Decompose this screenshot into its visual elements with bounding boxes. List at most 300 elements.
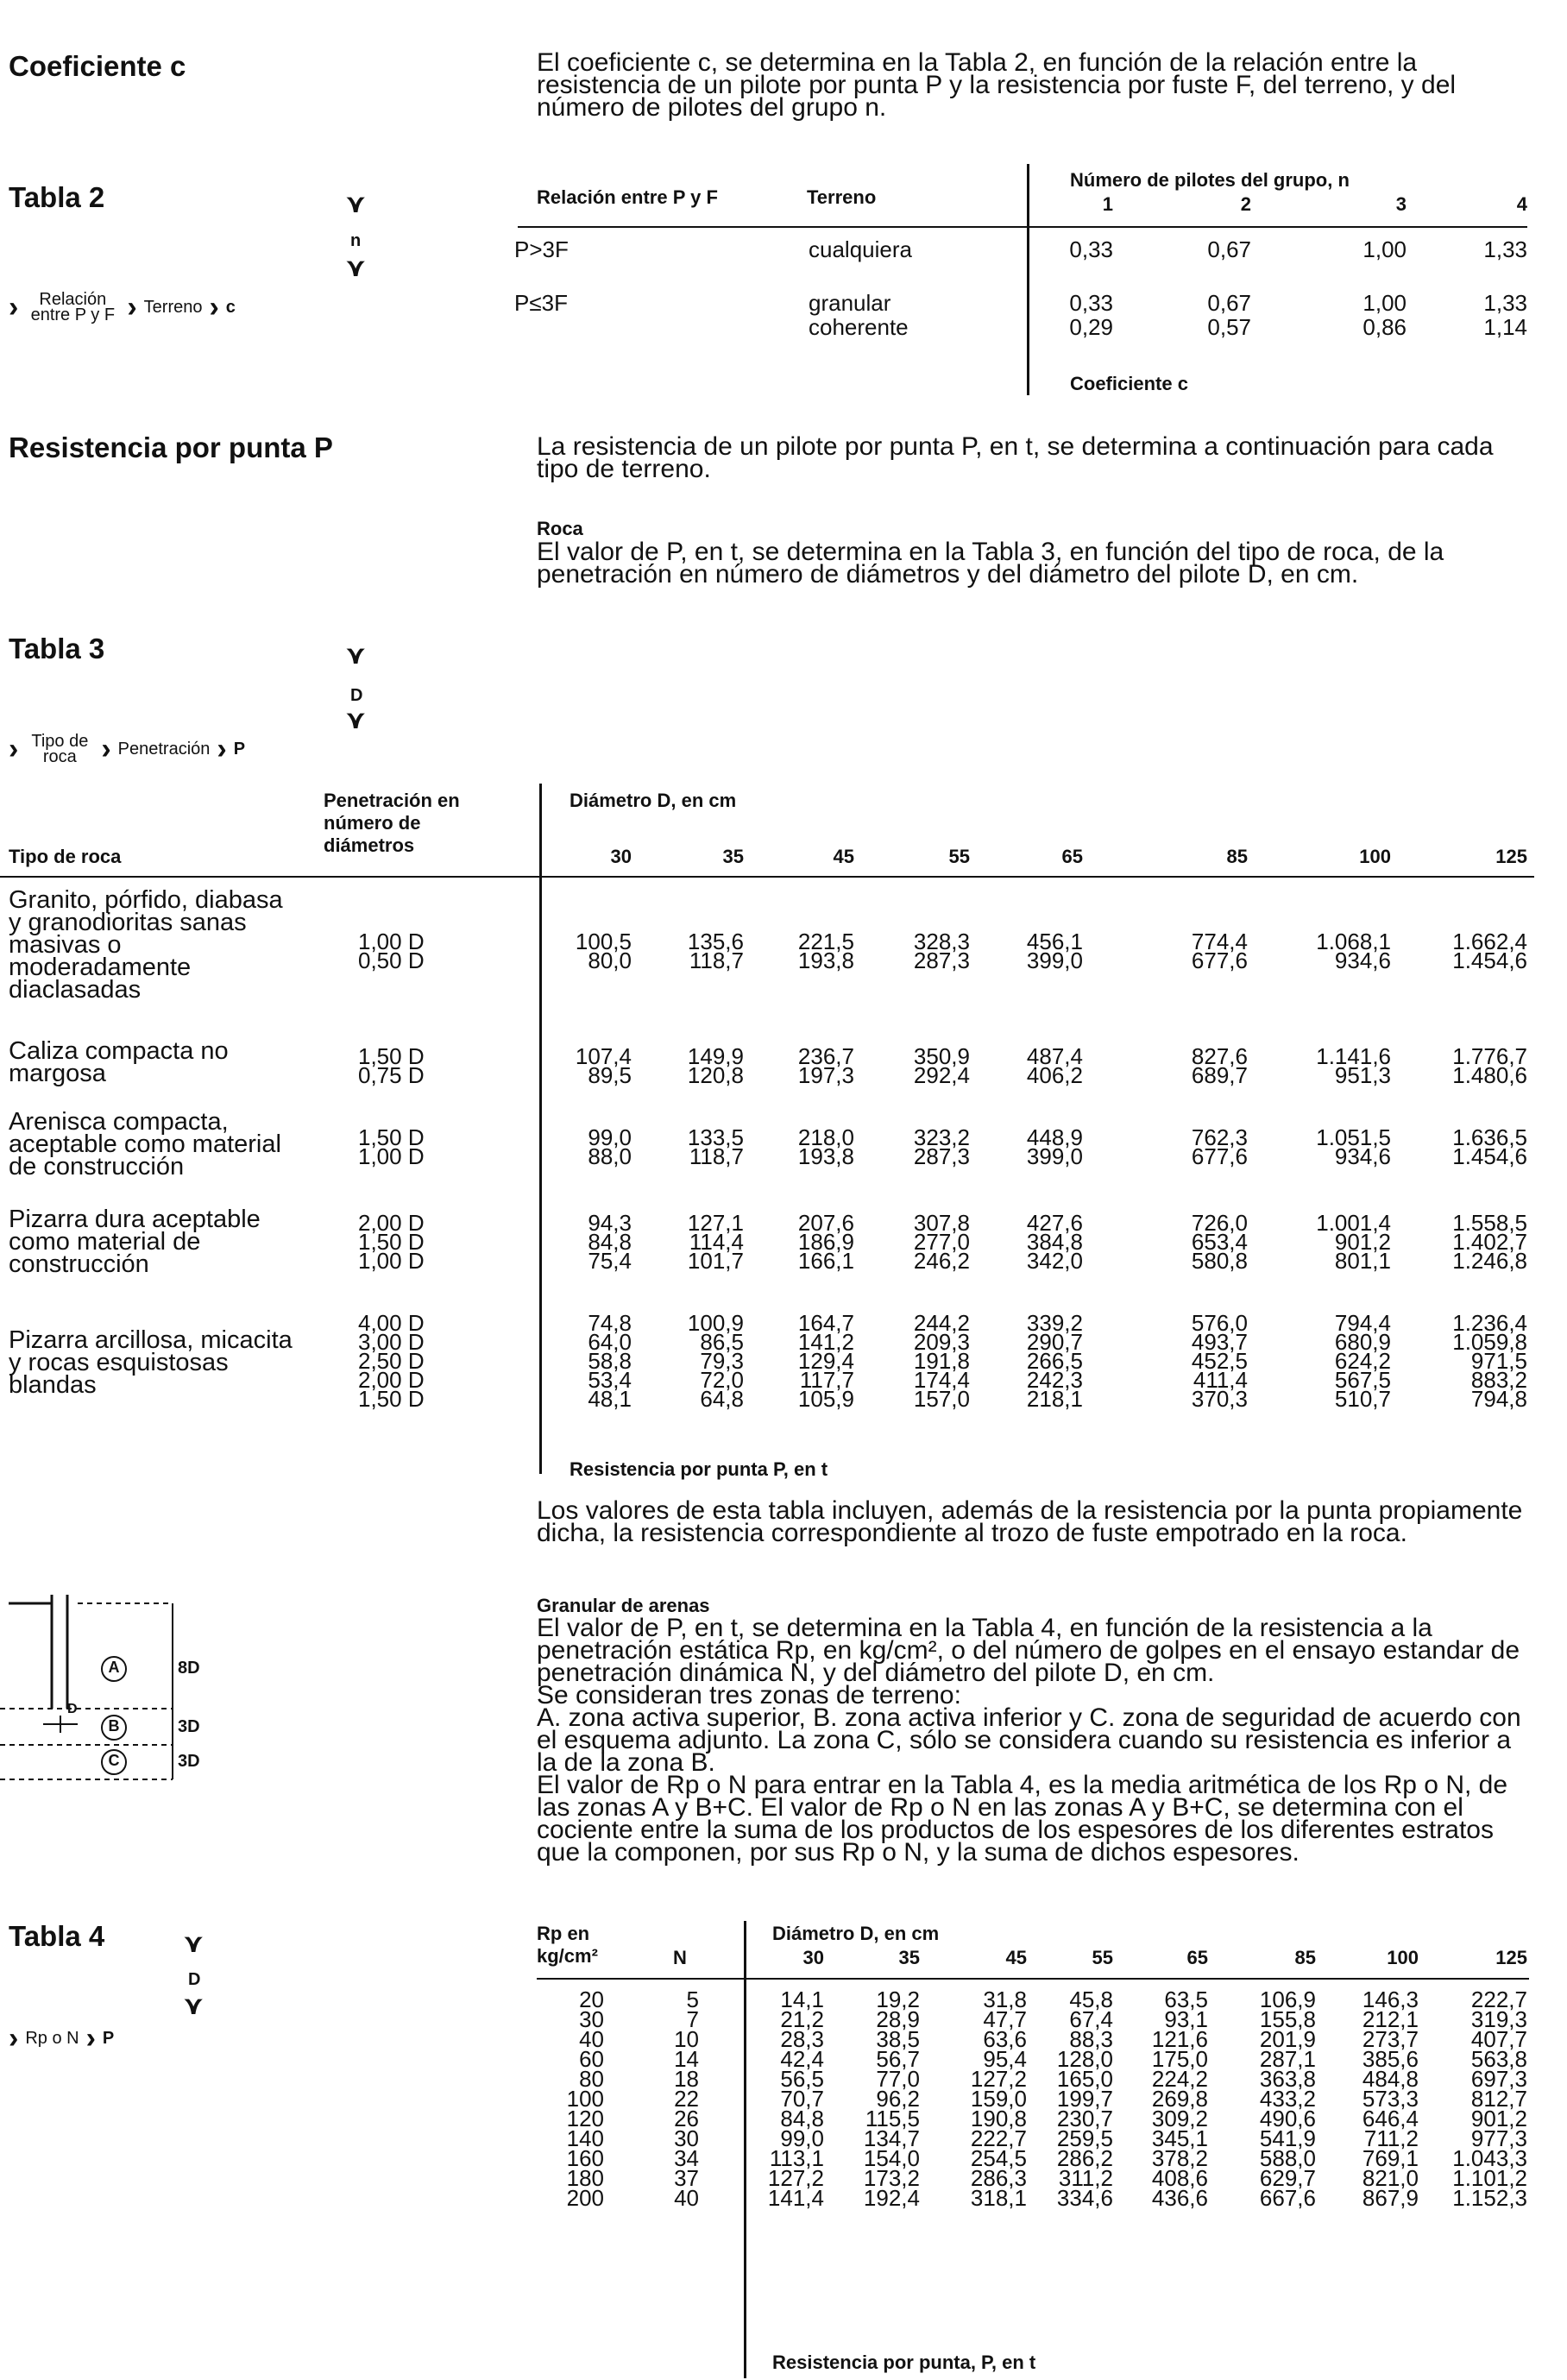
resistance-value-cell: 273,7 (1362, 2026, 1419, 2052)
resistance-value-cell: 762,3 (1191, 1124, 1248, 1150)
n-cell: 5 (686, 1986, 699, 2012)
resistance-value-cell: 290,7 (1026, 1329, 1083, 1355)
tabla4-header-n: N (673, 1947, 687, 1968)
diameter-column-header: 55 (948, 846, 970, 867)
resistance-value-cell: 133,5 (687, 1124, 744, 1150)
penetration-cell: 2,00 D (358, 1210, 425, 1236)
tabla3-caption: Resistencia por punta P, en t (570, 1458, 828, 1480)
coef-value-cell: 0,29 (1069, 314, 1113, 340)
penetration-cell: 1,00 D (358, 929, 425, 954)
resistance-value-cell: 209,3 (913, 1329, 970, 1355)
down-arrow-icon: ⋎ (345, 190, 367, 218)
resistance-value-cell: 56,5 (780, 2066, 824, 2092)
resistance-value-cell: 629,7 (1259, 2165, 1316, 2191)
diameter-column-header: 65 (1061, 846, 1083, 867)
diameter-column-header: 45 (1005, 1947, 1027, 1968)
chevron-right-icon: › (209, 291, 219, 324)
granular-p2: Se consideran tres zonas de terreno: (537, 1681, 961, 1709)
resistance-value-cell: 1.051,5 (1316, 1124, 1391, 1150)
resistance-value-cell: 106,9 (1259, 1986, 1316, 2012)
tabla3-header-diametro: Diámetro D, en cm (570, 790, 737, 811)
resistance-value-cell: 47,7 (983, 2006, 1027, 2032)
resistance-value-cell: 165,0 (1056, 2066, 1113, 2092)
resistance-value-cell: 901,2 (1470, 2106, 1527, 2131)
tabla3-heading: Tabla 3 (9, 633, 105, 664)
rp-cell: 100 (566, 2086, 604, 2112)
resistance-value-cell: 867,9 (1362, 2185, 1419, 2211)
resistance-value-cell: 345,1 (1151, 2125, 1208, 2151)
diagram-d-label: D (67, 1702, 78, 1716)
chevron-right-icon: › (9, 291, 19, 324)
rock-type-cell: Pizarra dura aceptable como material de construcción (9, 1206, 261, 1278)
resistance-value-cell: 224,2 (1151, 2066, 1208, 2092)
resistance-value-cell: 128,0 (1056, 2046, 1113, 2072)
resistance-value-cell: 230,7 (1056, 2106, 1113, 2131)
resistance-value-cell: 141,2 (797, 1329, 854, 1355)
resistance-value-cell: 159,0 (970, 2086, 1027, 2112)
resistance-value-cell: 14,1 (780, 1986, 824, 2012)
penetration-cell: 1,50 D (358, 1043, 425, 1069)
granular-p3: A. zona activa superior, B. zona activa inferior y C. zona de seguridad de acuerdo con el esquema adjunto. La zona C, sólo se considera cuando su resistencia es inferior a la de la zona B. (537, 1703, 1521, 1777)
diameter-column-header: 55 (1092, 1947, 1113, 1968)
granular-title: Granular de arenas (537, 1595, 710, 1616)
resistance-value-cell: 113,1 (769, 2145, 824, 2171)
penetration-cell: 0,75 D (358, 1062, 425, 1088)
resistance-value-cell: 493,7 (1191, 1329, 1248, 1355)
resistance-value-cell: 149,9 (687, 1043, 744, 1069)
resistance-value-cell: 174,4 (913, 1367, 970, 1393)
resistance-value-cell: 127,1 (687, 1210, 744, 1236)
zone-b-depth: 3D (178, 1717, 200, 1736)
tabla4-flow-top: D (188, 1970, 201, 1989)
resistance-value-cell: 697,3 (1470, 2066, 1527, 2092)
resistance-value-cell: 193,8 (797, 948, 854, 973)
resistance-value-cell: 328,3 (913, 929, 970, 954)
tabla4-caption: Resistencia por punta, P, en t (772, 2352, 1036, 2373)
resistance-value-cell: 164,7 (797, 1310, 854, 1336)
diameter-column-header: 35 (722, 846, 744, 867)
resistance-value-cell: 1.480,6 (1452, 1062, 1527, 1088)
n-cell: 30 (674, 2125, 699, 2151)
resistance-value-cell: 433,2 (1259, 2086, 1316, 2112)
rp-cell: 140 (566, 2125, 604, 2151)
resistance-value-cell: 769,1 (1362, 2145, 1419, 2171)
resistance-value-cell: 436,6 (1151, 2185, 1208, 2211)
resistance-value-cell: 197,3 (797, 1062, 854, 1088)
resistance-value-cell: 120,8 (687, 1062, 744, 1088)
terreno-cell: granular (809, 290, 891, 316)
n-cell: 26 (674, 2106, 699, 2131)
resistance-value-cell: 378,2 (1151, 2145, 1208, 2171)
tabla3-header-penetracion: Penetración en número de diámetros (324, 790, 460, 856)
rock-type-cell: Granito, pórfido, diabasa y granodioritas sanas masivas o moderadamente diaclasadas (9, 886, 283, 1004)
resistance-value-cell: 1.068,1 (1316, 929, 1391, 954)
diameter-column-header: 45 (833, 846, 854, 867)
coef-value-cell: 1,14 (1483, 314, 1527, 340)
tabla3-rule (0, 876, 1534, 878)
resistance-value-cell: 63,5 (1164, 1986, 1208, 2012)
resistance-value-cell: 287,1 (1259, 2046, 1316, 2072)
tabla4-heading: Tabla 4 (9, 1920, 105, 1952)
resistance-value-cell: 105,9 (797, 1386, 854, 1412)
resistance-value-cell: 427,6 (1026, 1210, 1083, 1236)
n-cell: 37 (674, 2165, 699, 2191)
resistance-value-cell: 384,8 (1026, 1229, 1083, 1255)
tabla3-flow (9, 734, 245, 765)
resistance-value-cell: 127,2 (970, 2066, 1027, 2092)
resistance-value-cell: 70,7 (780, 2086, 824, 2112)
resistance-value-cell: 100,5 (575, 929, 632, 954)
resistance-value-cell: 175,0 (1151, 2046, 1208, 2072)
resistance-value-cell: 385,6 (1362, 2046, 1419, 2072)
n-cell: 34 (674, 2145, 699, 2171)
terreno-cell: coherente (809, 314, 909, 340)
resistance-value-cell: 207,6 (797, 1210, 854, 1236)
chevron-right-icon: › (9, 2022, 19, 2055)
resistance-value-cell: 75,4 (588, 1248, 632, 1274)
tabla2-flow-top: n (350, 231, 362, 250)
resistance-value-cell: 56,7 (876, 2046, 920, 2072)
granular-text (537, 1614, 1529, 1867)
resistance-value-cell: 646,4 (1362, 2106, 1419, 2131)
resistance-value-cell: 96,2 (876, 2086, 920, 2112)
chevron-right-icon: › (127, 291, 137, 324)
resistance-value-cell: 246,2 (913, 1248, 970, 1274)
resistance-value-cell: 190,8 (970, 2106, 1027, 2131)
relacion-cell: P>3F (514, 236, 569, 262)
resistance-value-cell: 121,6 (1151, 2026, 1208, 2052)
resistance-value-cell: 576,0 (1191, 1310, 1248, 1336)
resistance-value-cell: 107,4 (575, 1043, 632, 1069)
resistance-value-cell: 186,9 (797, 1229, 854, 1255)
tabla3-note: Los valores de esta tabla incluyen, además de la resistencia por la punta propiamente dicha, la resistencia correspondiente al trozo de fuste empotrado en la roca. (537, 1496, 1523, 1547)
resistance-value-cell: 48,1 (588, 1386, 632, 1412)
resistance-value-cell: 883,2 (1470, 1367, 1527, 1393)
resistance-value-cell: 236,7 (797, 1043, 854, 1069)
resistance-value-cell: 1.402,7 (1452, 1229, 1527, 1255)
zone-a-label: A (108, 1659, 120, 1676)
diameter-column-header: 85 (1294, 1947, 1316, 1968)
zones-diagram (0, 1588, 207, 1786)
section-heading-resistencia: Resistencia por punta P (9, 431, 333, 463)
resistance-value-cell: 95,4 (983, 2046, 1027, 2072)
resistance-value-cell: 406,2 (1026, 1062, 1083, 1088)
zone-a-depth: 8D (178, 1659, 200, 1678)
resistance-value-cell: 411,4 (1193, 1367, 1248, 1393)
flow-penetracion: Penetración (117, 739, 211, 759)
granular-p4: El valor de Rp o N para entrar en la Tabla 4, es la media aritmética de los Rp o N, de las zonas A y B+C. El valor de Rp o N en las zonas A y B+C, se determina con el cociente entre la suma de los productos de los espesores de los diferentes estratos que la componen, por sus Rp o N, y la suma de dichos espesores. (537, 1771, 1508, 1867)
resistance-value-cell: 307,8 (913, 1210, 970, 1236)
rp-cell: 20 (579, 1986, 604, 2012)
resistance-value-cell: 399,0 (1026, 948, 1083, 973)
resistance-value-cell: 977,3 (1470, 2125, 1527, 2151)
resistance-value-cell: 155,8 (1259, 2006, 1316, 2032)
coeficiente-paragraph: El coeficiente c, se determina en la Tabla 2, en función de la relación entre la resistencia de un pilote por punta P y la resistencia por fuste F, del terreno, y del número de pilotes del grupo n. (537, 48, 1457, 122)
resistance-value-cell: 1.662,4 (1452, 929, 1527, 954)
relacion-cell: P≤3F (514, 290, 568, 316)
down-arrow-icon: ⋎ (183, 1930, 205, 1958)
chevron-right-icon: › (217, 733, 227, 765)
section-heading-coeficiente: Coeficiente c (9, 50, 186, 82)
resistance-value-cell: 99,0 (780, 2125, 824, 2151)
resistance-value-cell: 1.246,8 (1452, 1248, 1527, 1274)
resistance-value-cell: 74,8 (588, 1310, 632, 1336)
resistance-value-cell: 588,0 (1259, 2145, 1316, 2171)
resistance-value-cell: 28,3 (780, 2026, 824, 2052)
resistance-value-cell: 456,1 (1026, 929, 1083, 954)
resistance-value-cell: 287,3 (913, 948, 970, 973)
resistance-value-cell: 192,4 (863, 2185, 920, 2211)
resistance-value-cell: 199,7 (1056, 2086, 1113, 2112)
resistance-value-cell: 84,8 (588, 1229, 632, 1255)
tabla4-flow (9, 2024, 114, 2053)
n-column-header: 3 (1395, 193, 1407, 215)
resistance-value-cell: 448,9 (1026, 1124, 1083, 1150)
resistance-value-cell: 173,2 (863, 2165, 920, 2191)
coef-value-cell: 1,00 (1362, 290, 1407, 316)
resistance-value-cell: 318,1 (970, 2185, 1027, 2211)
resistance-value-cell: 64,0 (588, 1329, 632, 1355)
resistance-value-cell: 222,7 (970, 2125, 1027, 2151)
resistance-value-cell: 311,2 (1058, 2165, 1113, 2191)
tabla2-header-numero: Número de pilotes del grupo, n (1070, 169, 1350, 191)
resistance-value-cell: 1.101,2 (1452, 2165, 1527, 2191)
resistance-value-cell: 141,4 (767, 2185, 824, 2211)
diameter-column-header: 100 (1359, 846, 1391, 867)
coef-value-cell: 0,86 (1362, 314, 1407, 340)
resistance-value-cell: 100,9 (687, 1310, 744, 1336)
resistance-value-cell: 53,4 (588, 1367, 632, 1393)
flow-p: P (233, 739, 246, 759)
zone-c-label: C (108, 1752, 120, 1769)
resistance-value-cell: 334,6 (1056, 2185, 1113, 2211)
resistance-value-cell: 135,6 (687, 929, 744, 954)
resistance-value-cell: 951,3 (1334, 1062, 1391, 1088)
diameter-column-header: 35 (898, 1947, 920, 1968)
resistance-value-cell: 726,0 (1191, 1210, 1248, 1236)
resistance-value-cell: 287,3 (913, 1143, 970, 1169)
resistance-value-cell: 677,6 (1191, 948, 1248, 973)
n-cell: 22 (674, 2086, 699, 2112)
resistance-value-cell: 266,5 (1026, 1348, 1083, 1374)
penetration-cell: 1,50 D (358, 1229, 425, 1255)
n-cell: 7 (686, 2006, 699, 2032)
resistance-value-cell: 319,3 (1470, 2006, 1527, 2032)
down-arrow-icon: ⋎ (345, 706, 367, 734)
resistance-value-cell: 309,2 (1151, 2106, 1208, 2131)
roca-paragraph: El valor de P, en t, se determina en la Tabla 3, en función del tipo de roca, de la penetración en número de diámetros y del diámetro del pilote D, en cm. (537, 538, 1444, 589)
rp-cell: 30 (579, 2006, 604, 2032)
resistance-value-cell: 221,5 (797, 929, 854, 954)
resistance-value-cell: 259,5 (1056, 2125, 1113, 2151)
resistance-value-cell: 563,8 (1470, 2046, 1527, 2072)
resistance-value-cell: 99,0 (588, 1124, 632, 1150)
resistance-value-cell: 86,5 (700, 1329, 744, 1355)
flow-terreno: Terreno (143, 297, 203, 317)
n-cell: 18 (674, 2066, 699, 2092)
resistance-value-cell: 1.558,5 (1452, 1210, 1527, 1236)
flow-relacion: Relación entre P y F (30, 290, 116, 324)
resistance-value-cell: 350,9 (913, 1043, 970, 1069)
resistance-value-cell: 774,4 (1191, 929, 1248, 954)
penetration-cell: 0,50 D (358, 948, 425, 973)
resistance-value-cell: 19,2 (876, 1986, 920, 2012)
resistance-value-cell: 84,8 (780, 2106, 824, 2131)
resistance-value-cell: 407,7 (1470, 2026, 1527, 2052)
tabla2-header-terreno: Terreno (807, 186, 877, 208)
resistance-value-cell: 934,6 (1334, 1143, 1391, 1169)
resistance-value-cell: 801,1 (1334, 1248, 1391, 1274)
tabla4-header-rp: Rp en kg/cm² (537, 1923, 598, 1967)
resistance-value-cell: 157,0 (913, 1386, 970, 1412)
resistance-value-cell: 93,1 (1164, 2006, 1208, 2032)
resistance-value-cell: 72,0 (700, 1367, 744, 1393)
resistance-value-cell: 1.454,6 (1452, 948, 1527, 973)
diameter-column-header: 30 (610, 846, 632, 867)
resistance-value-cell: 408,6 (1151, 2165, 1208, 2191)
diameter-column-header: 85 (1226, 846, 1248, 867)
resistance-value-cell: 812,7 (1470, 2086, 1527, 2112)
penetration-cell: 2,00 D (358, 1367, 425, 1393)
resistance-value-cell: 244,2 (913, 1310, 970, 1336)
resistance-value-cell: 89,5 (588, 1062, 632, 1088)
resistance-value-cell: 117,7 (799, 1367, 854, 1393)
resistance-value-cell: 653,4 (1191, 1229, 1248, 1255)
resistance-value-cell: 118,7 (689, 948, 744, 973)
tabla2-heading: Tabla 2 (9, 181, 105, 213)
resistance-value-cell: 115,5 (865, 2106, 920, 2131)
resistance-value-cell: 667,6 (1259, 2185, 1316, 2211)
resistance-value-cell: 711,2 (1363, 2125, 1419, 2151)
diameter-column-header: 125 (1495, 1947, 1527, 1968)
diameter-column-header: 100 (1387, 1947, 1419, 1968)
resistance-value-cell: 901,2 (1334, 1229, 1391, 1255)
resistance-value-cell: 490,6 (1259, 2106, 1316, 2131)
resistance-value-cell: 38,5 (876, 2026, 920, 2052)
resistance-value-cell: 277,0 (913, 1229, 970, 1255)
resistance-value-cell: 821,0 (1362, 2165, 1419, 2191)
resistance-value-cell: 45,8 (1069, 1986, 1113, 2012)
resistance-value-cell: 191,8 (913, 1348, 970, 1374)
resistance-value-cell: 114,4 (689, 1229, 744, 1255)
resistance-value-cell: 63,6 (983, 2026, 1027, 2052)
resistance-value-cell: 286,3 (970, 2165, 1027, 2191)
resistance-value-cell: 118,7 (689, 1143, 744, 1169)
resistance-value-cell: 201,9 (1259, 2026, 1316, 2052)
resistance-value-cell: 254,5 (970, 2145, 1027, 2171)
zone-b-label: B (108, 1717, 120, 1735)
resistance-value-cell: 794,4 (1334, 1310, 1391, 1336)
resistance-value-cell: 1.636,5 (1452, 1124, 1527, 1150)
resistance-value-cell: 1.776,7 (1452, 1043, 1527, 1069)
penetration-cell: 2,50 D (358, 1348, 425, 1374)
resistance-value-cell: 323,2 (913, 1124, 970, 1150)
tabla4-rule (537, 1978, 1529, 1980)
resistance-value-cell: 1.152,3 (1452, 2185, 1527, 2211)
penetration-cell: 3,00 D (358, 1329, 425, 1355)
resistance-value-cell: 342,0 (1026, 1248, 1083, 1274)
resistance-value-cell: 218,0 (797, 1124, 854, 1150)
resistance-value-cell: 134,7 (863, 2125, 920, 2151)
resistance-value-cell: 88,0 (588, 1143, 632, 1169)
rp-cell: 80 (579, 2066, 604, 2092)
diameter-column-header: 125 (1495, 846, 1527, 867)
coef-value-cell: 0,67 (1207, 236, 1251, 262)
resistance-value-cell: 77,0 (876, 2066, 920, 2092)
n-column-header: 1 (1102, 193, 1113, 215)
resistance-value-cell: 487,4 (1026, 1043, 1083, 1069)
penetration-cell: 4,00 D (358, 1310, 425, 1336)
resistance-value-cell: 971,5 (1470, 1348, 1527, 1374)
resistance-value-cell: 101,7 (687, 1248, 744, 1274)
tabla2-flow (9, 292, 236, 323)
resistance-value-cell: 573,3 (1362, 2086, 1419, 2112)
resistance-value-cell: 28,9 (876, 2006, 920, 2032)
coef-value-cell: 1,00 (1362, 236, 1407, 262)
resistance-value-cell: 88,3 (1069, 2026, 1113, 2052)
tabla3-flow-top: D (350, 686, 363, 705)
rp-cell: 180 (566, 2165, 604, 2191)
coef-value-cell: 0,67 (1207, 290, 1251, 316)
resistance-value-cell: 1.059,8 (1452, 1329, 1527, 1355)
flow-p: P (102, 2028, 115, 2048)
resistance-value-cell: 127,2 (767, 2165, 824, 2191)
resistance-value-cell: 339,2 (1026, 1310, 1083, 1336)
resistance-value-cell: 1.236,4 (1452, 1310, 1527, 1336)
resistance-value-cell: 399,0 (1026, 1143, 1083, 1169)
resistance-value-cell: 1.141,6 (1316, 1043, 1391, 1069)
resistance-value-cell: 624,2 (1334, 1348, 1391, 1374)
n-cell: 40 (674, 2185, 699, 2211)
resistance-value-cell: 934,6 (1334, 948, 1391, 973)
resistance-value-cell: 31,8 (983, 1986, 1027, 2012)
diameter-column-header: 30 (802, 1947, 824, 1968)
coef-value-cell: 1,33 (1483, 290, 1527, 316)
diameter-column-header: 65 (1186, 1947, 1208, 1968)
down-arrow-icon: ⋎ (345, 254, 367, 282)
penetration-cell: 1,00 D (358, 1143, 425, 1169)
resistance-value-cell: 510,7 (1334, 1386, 1391, 1412)
resistance-value-cell: 580,8 (1191, 1248, 1248, 1274)
n-column-header: 4 (1516, 193, 1527, 215)
resistance-value-cell: 370,3 (1191, 1386, 1248, 1412)
rock-type-cell: Caliza compacta no margosa (9, 1037, 229, 1087)
resistance-value-cell: 146,3 (1362, 1986, 1419, 2012)
granular-p1: El valor de P, en t, se determina en la Tabla 4, en función de la resistencia a la penetración estática Rp, en kg/cm², o del número de golpes en el ensayo estandar de penetración dinámica N, y del diámetro del pilote D, en cm. (537, 1614, 1520, 1687)
resistance-value-cell: 79,3 (700, 1348, 744, 1374)
resistance-value-cell: 452,5 (1191, 1348, 1248, 1374)
flow-tipo: Tipo de roca (31, 732, 89, 766)
penetration-cell: 1,00 D (358, 1248, 425, 1274)
resistance-value-cell: 286,2 (1056, 2145, 1113, 2171)
resistance-value-cell: 67,4 (1069, 2006, 1113, 2032)
chevron-right-icon: › (9, 733, 19, 765)
tabla4-header-diametro: Diámetro D, en cm (772, 1923, 940, 1944)
resistance-value-cell: 292,4 (913, 1062, 970, 1088)
resistance-value-cell: 193,8 (797, 1143, 854, 1169)
resistance-value-cell: 80,0 (588, 948, 632, 973)
resistance-value-cell: 222,7 (1470, 1986, 1527, 2012)
down-arrow-icon: ⋎ (183, 1992, 205, 2020)
tabla3-header-tipo: Tipo de roca (9, 846, 122, 867)
resistance-value-cell: 1.043,3 (1452, 2145, 1527, 2171)
penetration-cell: 1,50 D (358, 1386, 425, 1412)
resistance-value-cell: 680,9 (1334, 1329, 1391, 1355)
resistance-value-cell: 58,8 (588, 1348, 632, 1374)
resistance-value-cell: 64,8 (700, 1386, 744, 1412)
rp-cell: 60 (579, 2046, 604, 2072)
resistance-value-cell: 269,8 (1151, 2086, 1208, 2112)
